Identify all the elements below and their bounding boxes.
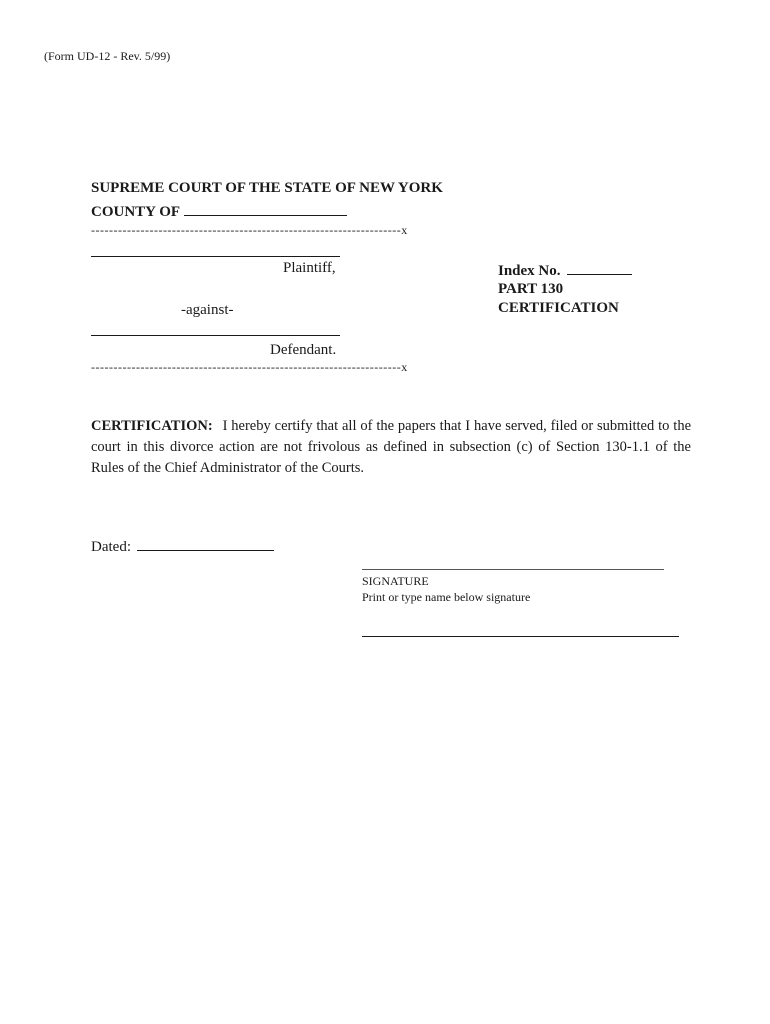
certification-paragraph: [91, 416, 691, 479]
form-id: (Form UD-12 - Rev. 5/99): [44, 49, 171, 63]
county-field[interactable]: [184, 201, 347, 216]
signature-label: SIGNATURE: [362, 574, 429, 588]
certification-title: CERTIFICATION: [498, 300, 619, 316]
part-label: PART 130: [498, 281, 564, 297]
certification-text: I hereby certify that all of the papers that I have served, filed or submitted to the court in this divorce action are not frivolous as defined in subsection (c) of Section 130-1.1 of the Rules of the Chief Administrator of the Courts.: [91, 418, 692, 476]
index-number-line: [498, 260, 632, 280]
plaintiff-name-field[interactable]: [91, 256, 340, 257]
index-label: Index No.: [498, 263, 561, 279]
printed-name-field[interactable]: [362, 636, 679, 637]
caption-divider-top: ---------------------------------------------------------------------x: [91, 223, 408, 237]
signature-note: Print or type name below signature: [362, 590, 531, 604]
plaintiff-label: Plaintiff,: [283, 260, 336, 276]
signature-line[interactable]: [362, 569, 664, 570]
dated-field[interactable]: [137, 536, 274, 551]
certification-heading: CERTIFICATION:: [91, 418, 213, 434]
county-line: [91, 201, 347, 221]
caption-divider-bottom: ---------------------------------------------------------------------x: [91, 360, 408, 374]
dated-line: [91, 536, 274, 556]
defendant-name-field[interactable]: [91, 335, 340, 336]
court-title: SUPREME COURT OF THE STATE OF NEW YORK: [91, 180, 443, 196]
defendant-label: Defendant.: [270, 342, 337, 358]
against-label: -against-: [181, 302, 234, 318]
dated-label: Dated:: [91, 539, 131, 555]
county-label: COUNTY OF: [91, 204, 181, 220]
index-number-field[interactable]: [567, 260, 632, 275]
